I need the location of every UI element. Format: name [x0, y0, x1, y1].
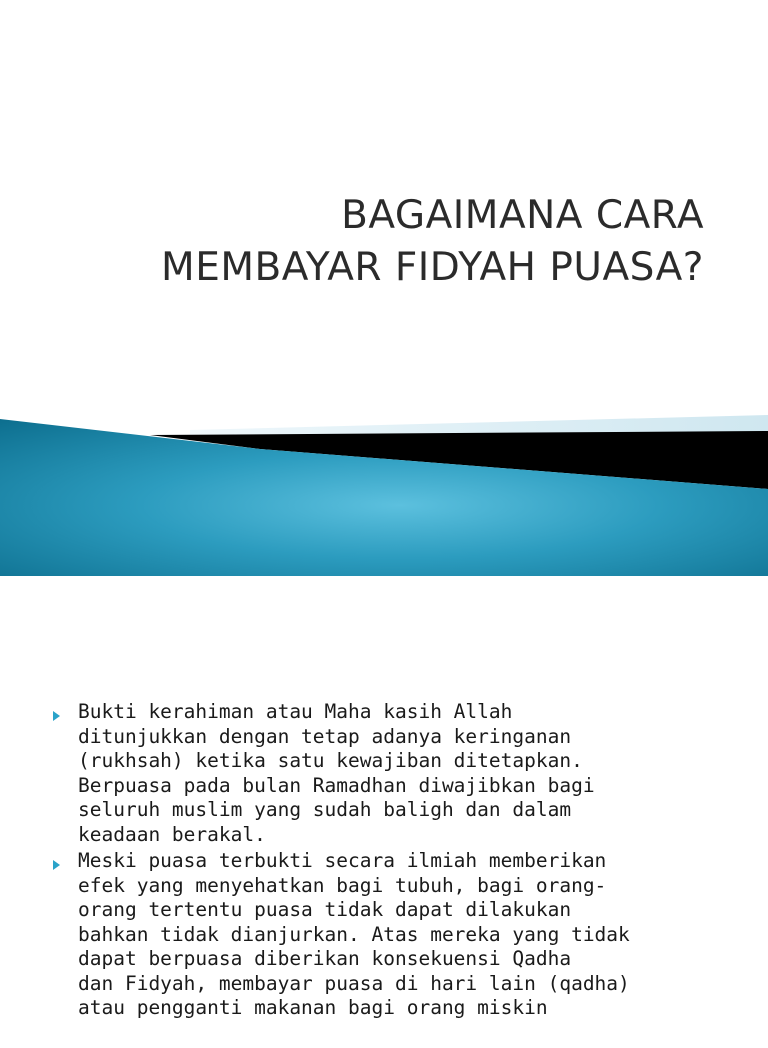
bullet-list: [50, 700, 740, 1023]
bullet-item-1: [50, 700, 740, 847]
slide-title-line-1: BAGAIMANA CARA: [341, 193, 704, 238]
bullet-item-2: [50, 849, 740, 1021]
bullet-text-1: Bukti kerahiman atau Maha kasih Allah ditunjukkan dengan tetap adanya keringanan (rukhsah) ketika satu kewajiban ditetapkan. Berpuasa pada bulan Ramadhan diwajibkan bagi seluruh muslim yang sudah baligh dan dalam keadaan berakal.: [78, 700, 595, 846]
bullet-arrow-icon: [53, 711, 60, 721]
content-slide: [0, 648, 768, 1048]
slide-title-line-2: MEMBAYAR FIDYAH PUASA?: [161, 245, 704, 290]
slide-title: [44, 190, 704, 294]
bullet-text-2: Meski puasa terbukti secara ilmiah memberikan efek yang menyehatkan bagi tubuh, bagi orang- orang tertentu puasa tidak dapat dilakukan bahkan tidak dianjurkan. Atas mereka yang tidak dapat berpuasa diberikan konsekuensi Qadha dan Fidyah, membayar puasa di hari lain (qadha) atau pengganti makanan bagi orang miskin: [78, 849, 630, 1019]
decorative-banner: [0, 405, 768, 576]
bullet-arrow-icon: [53, 860, 60, 870]
